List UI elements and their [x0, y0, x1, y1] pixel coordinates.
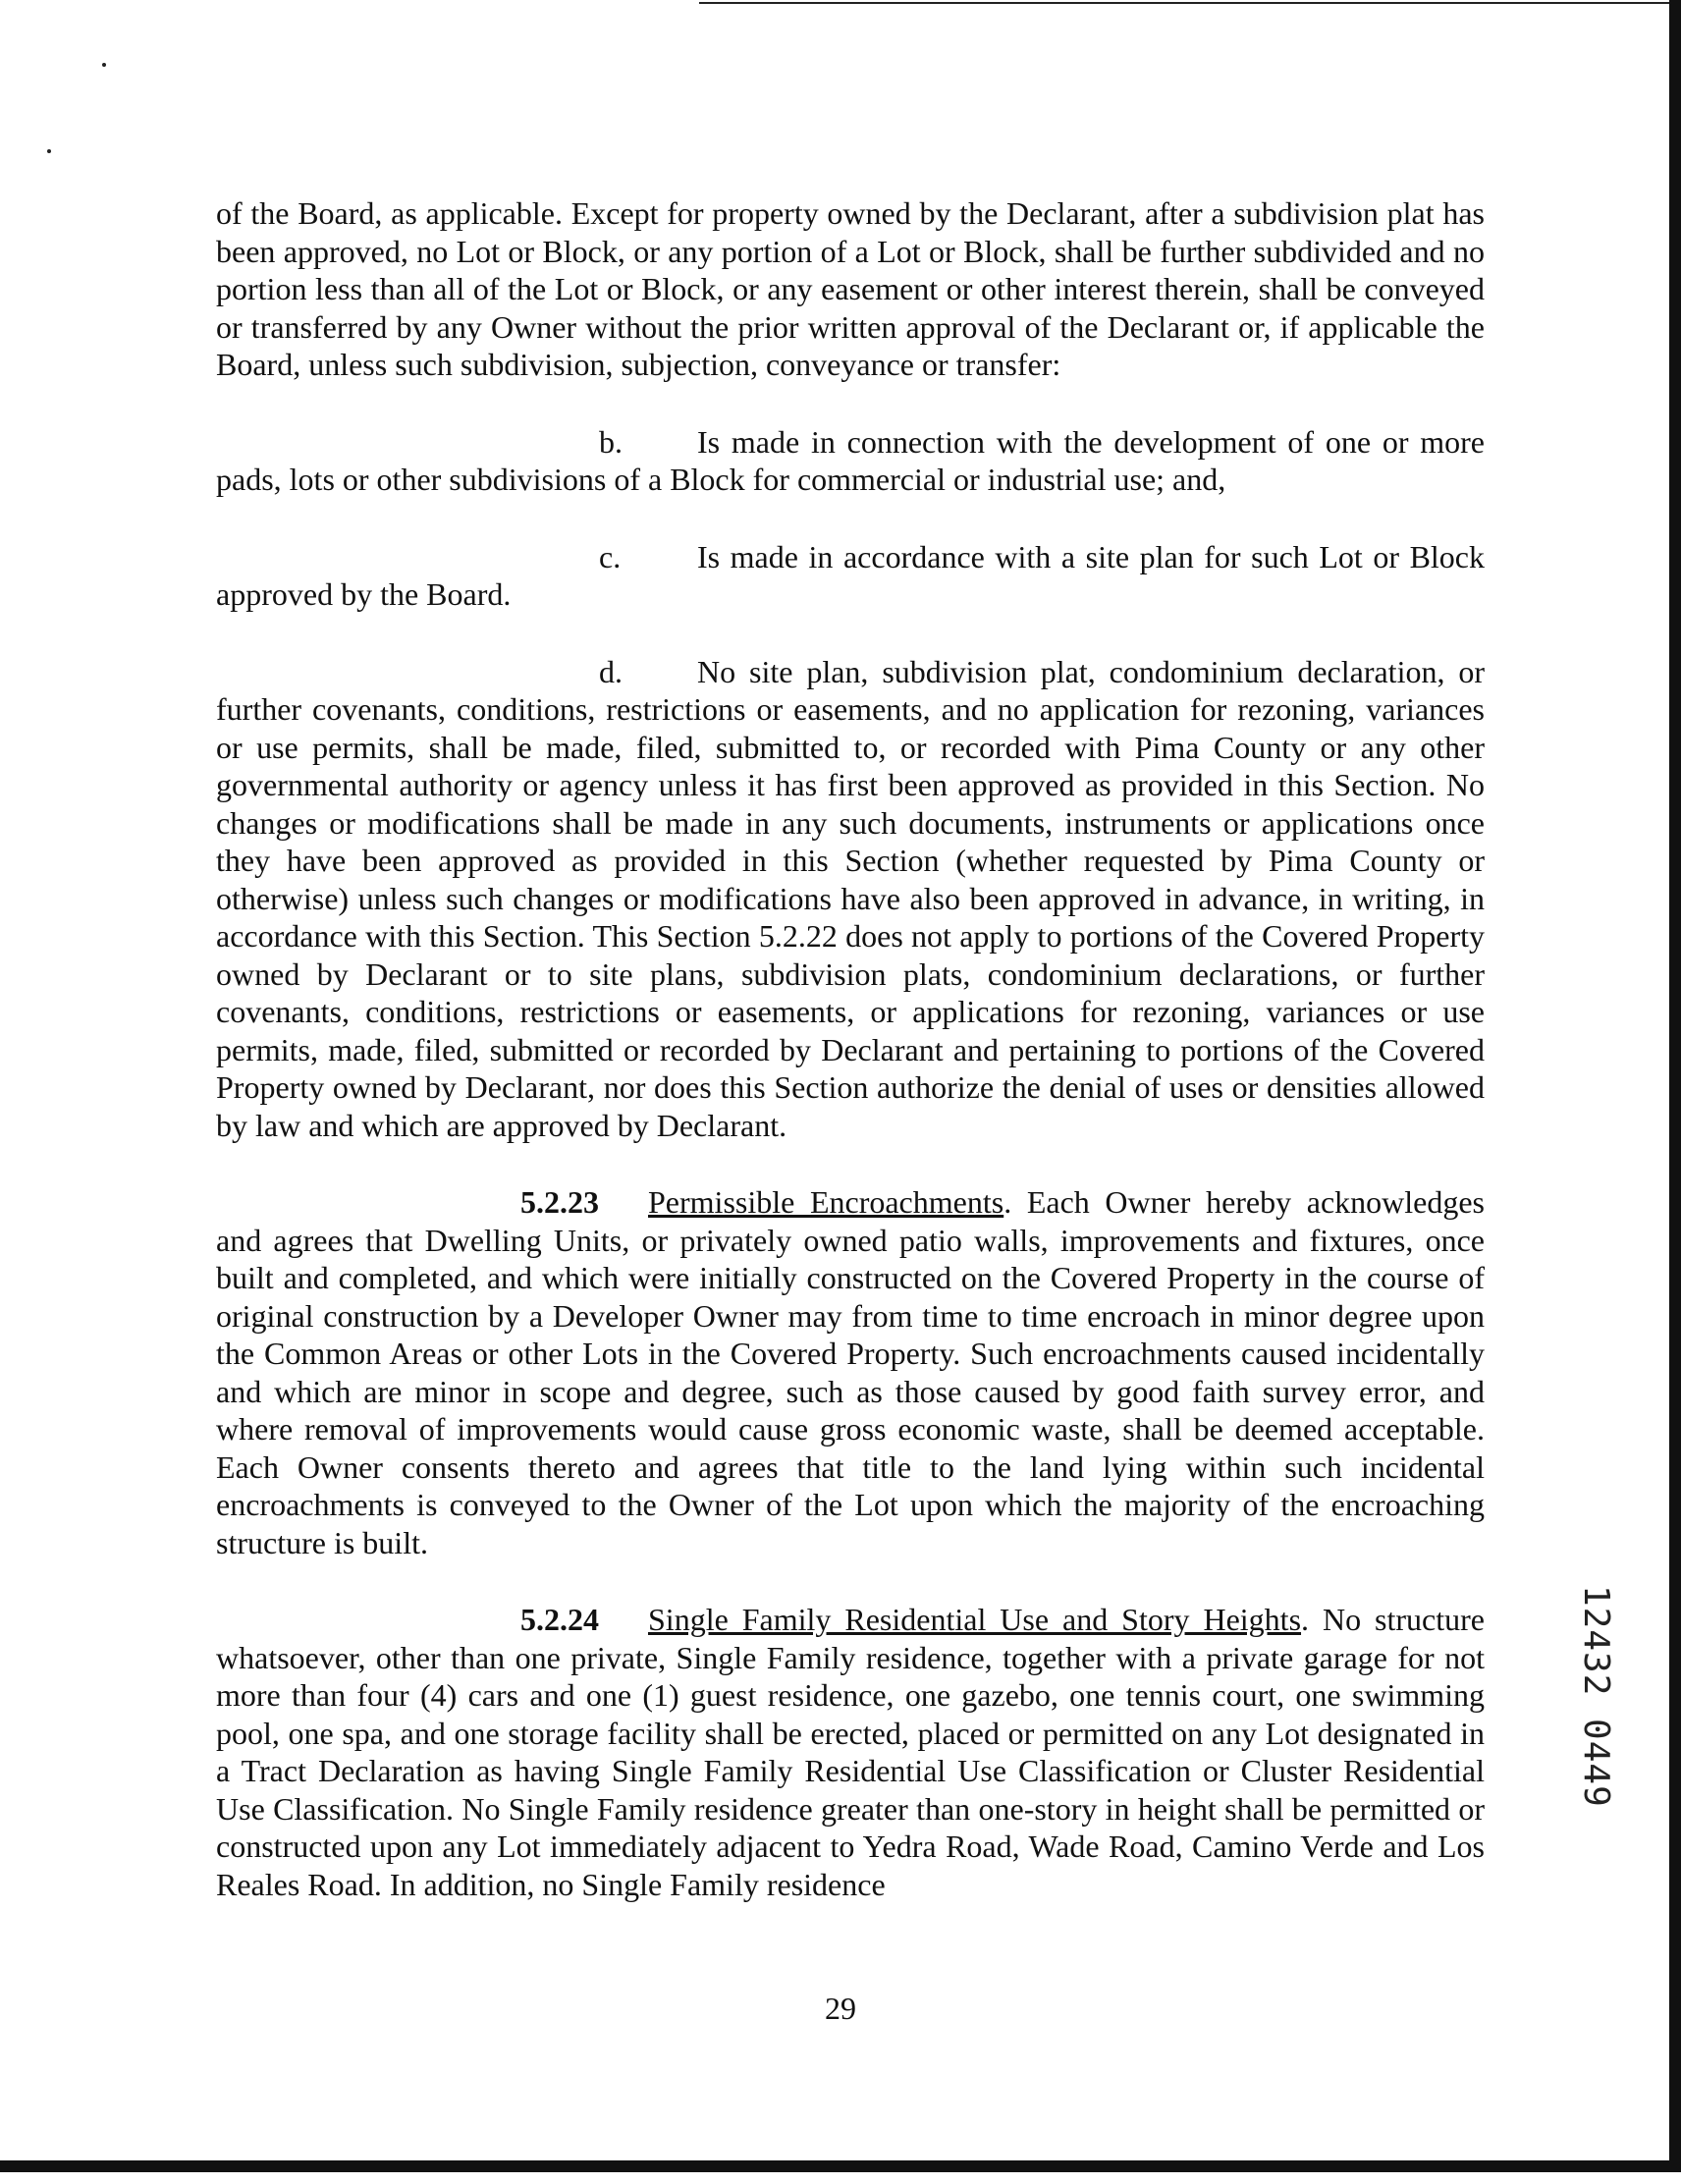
section-5-2-24-paragraph [216, 1601, 1485, 1903]
page-number: 29 [825, 1991, 856, 2026]
right-scan-edge [1669, 0, 1681, 2172]
item-c-text: Is made in accordance with a site plan for such Lot or Block approved by the Board. [216, 538, 1485, 612]
item-c-marker: c. [599, 538, 622, 574]
bottom-scan-edge [0, 2160, 1681, 2172]
section-5-2-23-text: . Each Owner hereby acknowledges and agrees that Dwelling Units, or privately owned patio walls, improvements and fixtures, once built and completed, and which were initially constructed on the Covered Property in the course of original construction by a Developer Owner may from time to time encroach in minor degree upon the Common Areas or other Lots in the Covered Property. Such encroachments caused incidentally and which are minor in scope and degree, such as those caused by good faith survey error, and where removal of improvements would cause gross economic waste, shall be deemed acceptable. Each Owner consents thereto and agrees that title to the land lying within such incidental encroachments is conveyed to the Owner of the Lot upon which the majority of the encroaching structure is built. [216, 1184, 1486, 1560]
document-body [216, 194, 1485, 1903]
section-5-2-24-text: . No structure whatsoever, other than one private, Single Family residence, together with a private garage for not more than four (4) cars and one (1) guest residence, one gazebo, one tennis court, one swimming pool, one spa, and one storage facility shall be erected, placed or permitted on any Lot designated in a Tract Declaration as having Single Family Residential Use Classification or Cluster Residential Use Classification. No Single Family residence greater than one-story in height shall be permitted or constructed upon any Lot immediately adjacent to Yedra Road, Wade Road, Camino Verde and Los Reales Road. In addition, no Single Family residence [216, 1602, 1486, 1902]
top-border-line [699, 2, 1677, 4]
item-b-text: Is made in connection with the development of one or more pads, lots or other subdivisions of a Block for commercial or industrial use; and, [216, 423, 1485, 497]
intro-paragraph: of the Board, as applicable. Except for property owned by the Declarant, after a subdivision plat has been approved, no Lot or Block, or any portion of a Lot or Block, shall be further subdivided and no portion less than all of the Lot or Block, or any easement or other interest therein, shall be conveyed or transferred by any Owner without the prior written approval of the Declarant or, if applicable the Board, unless such subdivision, subjection, conveyance or transfer: [216, 195, 1485, 382]
section-5-2-23-title: Permissible Encroachments [648, 1184, 1004, 1220]
item-c-paragraph [216, 538, 1485, 614]
item-d-marker: d. [599, 653, 623, 689]
recording-stamp: 12432 0449 [1576, 1585, 1616, 1808]
scan-speck [102, 63, 106, 67]
section-5-2-23-number: 5.2.23 [520, 1184, 599, 1220]
scan-speck [47, 149, 51, 153]
item-b-paragraph [216, 423, 1485, 499]
item-d-paragraph [216, 653, 1485, 1145]
section-5-2-24-title: Single Family Residential Use and Story Heights [648, 1602, 1302, 1637]
item-d-text: No site plan, subdivision plat, condominium declaration, or further covenants, conditions, restrictions or easements, and no application for rezoning, variances or use permits, shall be made, filed, submitted to, or recorded with Pima County or any other governmental authority or agency unless it has first been approved as provided in this Section. No changes or modifications shall be made in any such documents, instruments or applications once they have been approved as provided in this Section (whether requested by Pima County or otherwise) unless such changes or modifications have also been approved in advance, in writing, in accordance with this Section. This Section 5.2.22 does not apply to portions of the Covered Property owned by Declarant or to site plans, subdivision plats, condominium declarations, or further covenants, conditions, restrictions or easements, or applications for rezoning, variances or use permits, made, filed, submitted or recorded by Declarant and pertaining to portions of the Covered Property owned by Declarant, nor does this Section authorize the denial of uses or densities allowed by law and which are approved by Declarant. [216, 653, 1485, 1143]
section-5-2-24-number: 5.2.24 [520, 1602, 599, 1637]
item-b-marker: b. [599, 423, 623, 460]
section-5-2-23-paragraph [216, 1183, 1485, 1561]
